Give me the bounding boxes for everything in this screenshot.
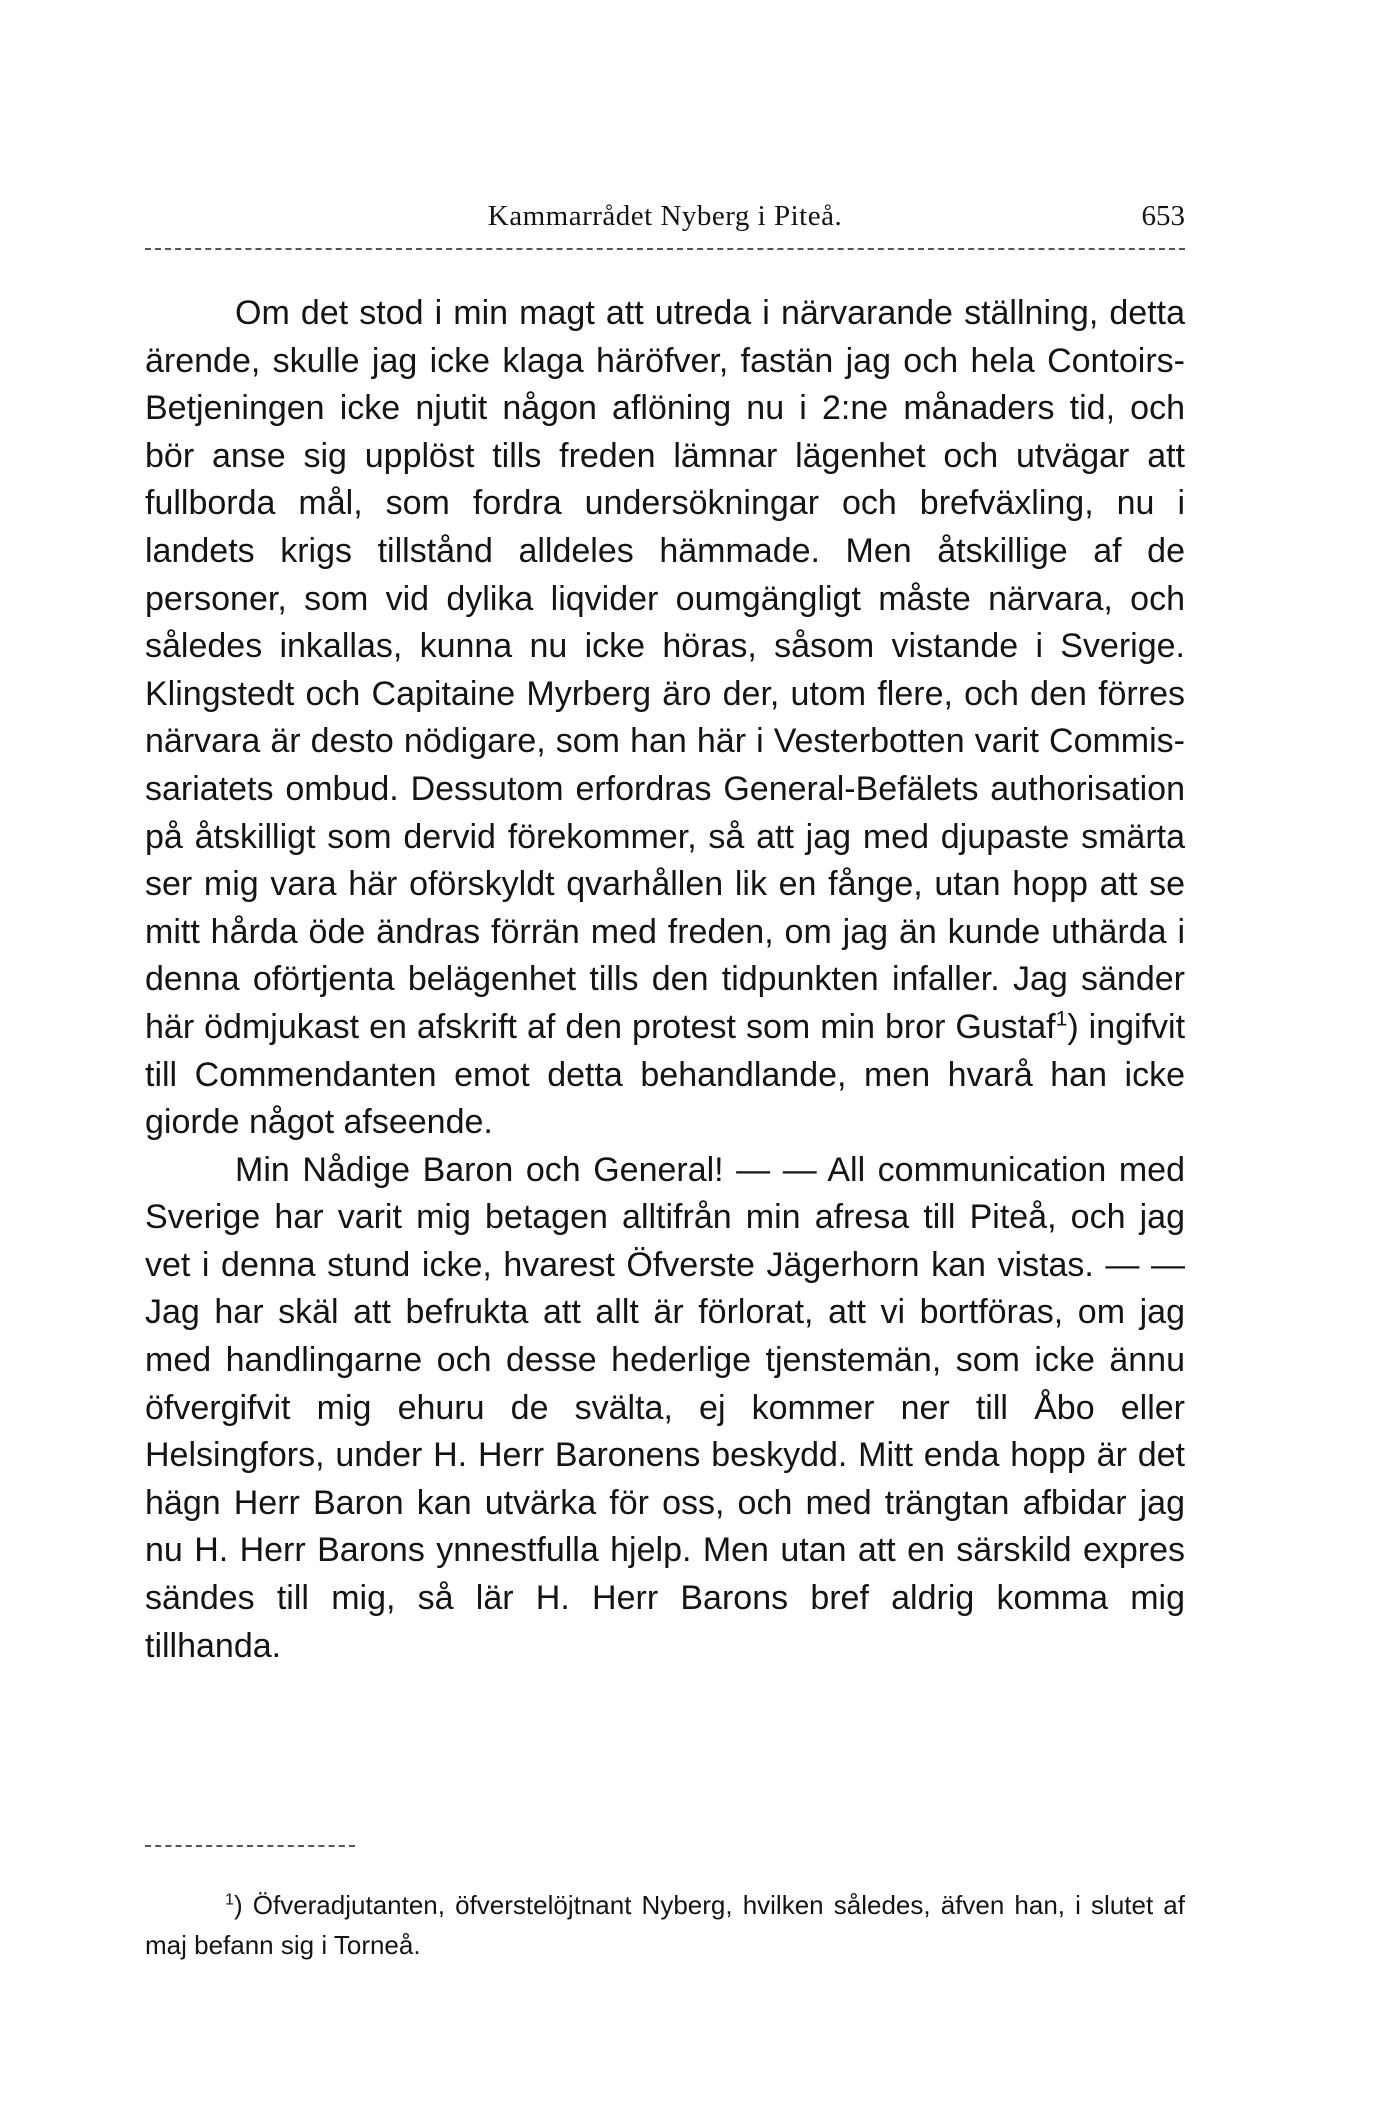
- footnote-rule: [145, 1845, 355, 1847]
- body-text: [145, 290, 1185, 1670]
- footnote-text: ) Öfveradjutanten, öfverstelöjtnant Nyberg, hvilken således, äfven han, i slutet af maj befann sig i Torneå.: [145, 1890, 1185, 1960]
- footnote-reference[interactable]: 1: [1055, 1007, 1068, 1031]
- footnote-marker: 1: [225, 1890, 234, 1909]
- paragraph-text: ) ingifvit till Commendanten emot detta behandlande, men hvarå han icke giorde något afseende.: [145, 1007, 1186, 1142]
- running-head: [145, 200, 1185, 240]
- header-rule: [145, 248, 1185, 250]
- paragraph: [145, 1147, 1185, 1671]
- paragraph-text: Min Nådige Baron och General! — — All communication med Sverige har varit mig betagen alltifrån min afresa till Piteå, och jag vet i denna stund icke, hvarest Öfverste Jägerhorn kan vistas. — — Jag har skäl att befrukta att allt är förlorat, att vi bortföras, om jag med handlingarne och desse hederlige tjenstemän, som icke ännu öfvergifvit mig ehuru de svälta, ej kommer ner till Åbo eller Helsingfors, under H. Herr Baronens beskydd. Mitt enda hopp är det hägn Herr Baron kan utvärka för oss, och med trängtan afbidar jag nu H. Herr Barons ynnestfulla hjelp. Men utan att en särskild expres sändes till mig, så lär H. Herr Barons bref aldrig komma mig tillhanda.: [145, 1150, 1185, 1665]
- footnote: [145, 1885, 1185, 1965]
- footnote-paragraph: [145, 1885, 1185, 1965]
- page-number: 653: [1141, 200, 1185, 232]
- paragraph-text: Om det stod i min magt att utreda i närvarande ställning, detta ärende, skulle jag icke klaga häröfver, fastän jag och hela Contoirs-Betjeningen icke njutit någon aflöning nu i 2:ne månaders tid, och bör anse sig upplöst tills freden lämnar lägenhet och utvägar att fullborda mål, som fordra undersökningar och brefväxling, nu i landets krigs tillstånd alldeles hämmade. Men åtskillige af de personer, som vid dylika liqvider oumgängligt måste närvara, och således inkallas, kunna nu icke höras, såsom vistande i Sverige. Klingstedt och Capitaine Myrberg äro der, utom flere, och den förres närvara är desto nödigare, som han här i Vesterbotten varit Commissariatets ombud. Dessutom erfordras General-Befälets authorisation på åtskilligt som dervid förekommer, så att jag med djupaste smärta ser mig vara här oförskyldt qvarhållen lik en fånge, utan hopp att se mitt hårda öde ändras förrän med freden, om jag än kunde uthärda i denna oförtjenta belägenhet tills den tidpunkten infaller. Jag sänder här ödmjukast en afskrift af den protest som min bror Gustaf: [145, 294, 1185, 1046]
- running-title: Kammarrådet Nyberg i Piteå.: [487, 200, 843, 232]
- paragraph: [145, 290, 1185, 1147]
